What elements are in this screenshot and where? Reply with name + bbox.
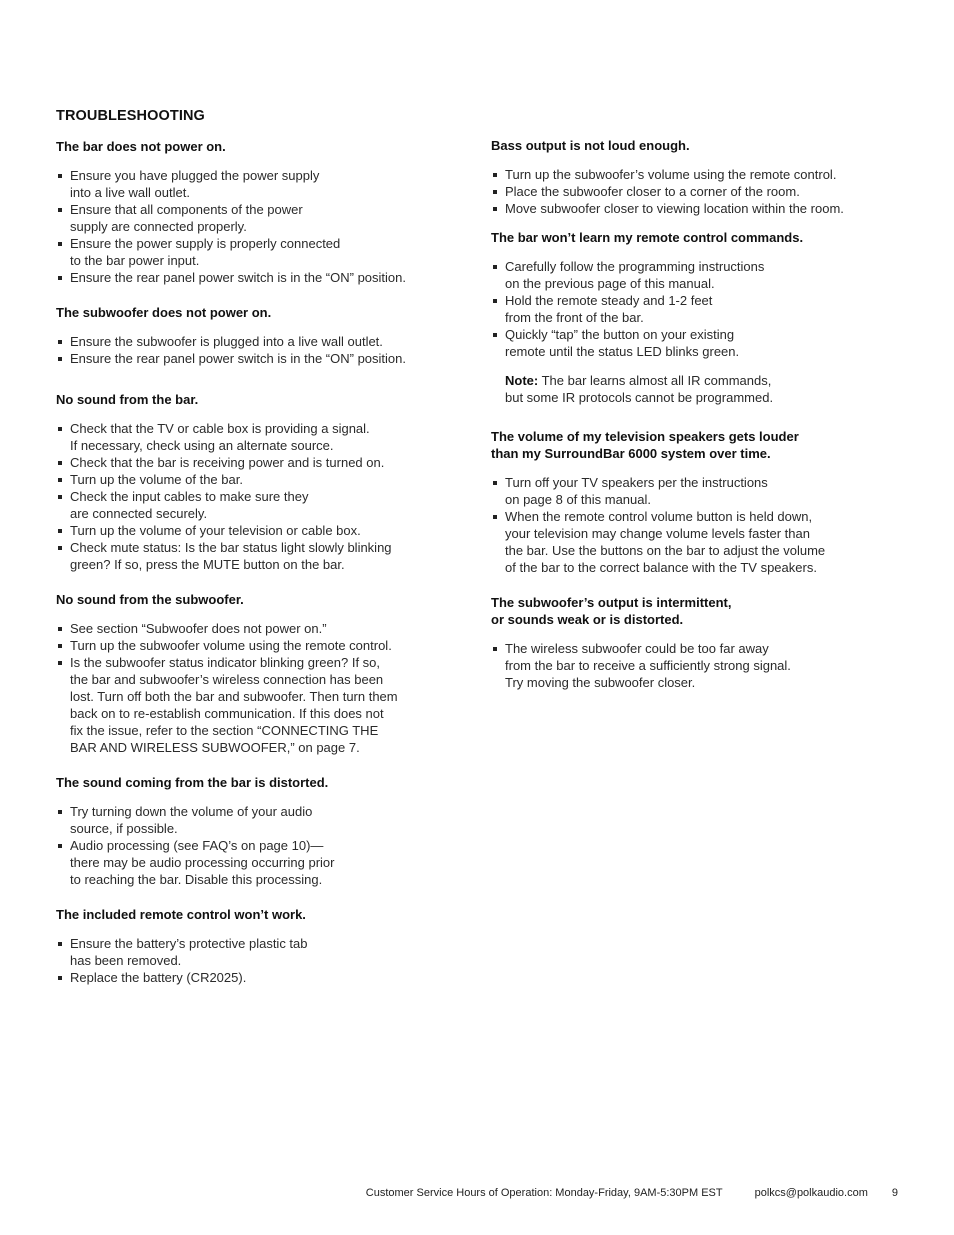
- list-item: Ensure the rear panel power switch is in the “ON” position.: [56, 269, 456, 286]
- section-heading: No sound from the bar.: [56, 392, 199, 407]
- list-item: See section “Subwoofer does not power on.”: [56, 620, 456, 637]
- page-number: 9: [891, 1187, 898, 1199]
- list-item: Ensure the rear panel power switch is in the “ON” position.: [56, 350, 456, 367]
- section-heading: The volume of my television speakers gets louder than my SurroundBar 6000 system over time.: [491, 429, 799, 461]
- section-heading: The subwoofer does not power on.: [56, 305, 272, 320]
- list-item: The wireless subwoofer could be too far away from the bar to receive a sufficiently strong signal. Try moving the subwoofer closer.: [491, 640, 901, 691]
- bullet-list: [56, 935, 456, 986]
- list-item: Check the input cables to make sure they are connected securely.: [56, 488, 456, 522]
- section-tv-volume: [491, 428, 901, 576]
- section-remote: [56, 906, 456, 986]
- list-item: Is the subwoofer status indicator blinking green? If so, the bar and subwoofer’s wireless connection has been lost. Turn off both the bar and subwoofer. Then turn them back on to re-establish communication. If this does not fix the issue, refer to the section “CONNECTING THE BAR AND WIRELESS SUBWOOFER,” on page 7.: [56, 654, 456, 756]
- bullet-list: [56, 333, 456, 367]
- list-item: Turn up the volume of your television or cable box.: [56, 522, 456, 539]
- section-intermittent: [491, 594, 901, 691]
- footer-hours: Customer Service Hours of Operation: Monday-Friday, 9AM-5:30PM EST: [365, 1187, 723, 1199]
- list-item: Turn off your TV speakers per the instructions on page 8 of this manual.: [491, 474, 901, 508]
- right-column: [491, 137, 901, 709]
- page-title: TROUBLESHOOTING: [56, 108, 205, 124]
- list-item: Replace the battery (CR2025).: [56, 969, 456, 986]
- list-item: Check that the TV or cable box is providing a signal. If necessary, check using an alternate source.: [56, 420, 456, 454]
- note-text: The bar learns almost all IR commands, but some IR protocols cannot be programmed.: [505, 373, 774, 405]
- bullet-list: [491, 258, 901, 360]
- bullet-list: [491, 474, 901, 576]
- section-no-sound-bar: [56, 391, 456, 573]
- section-no-sound-sub: [56, 591, 456, 756]
- section-heading: The bar won’t learn my remote control commands.: [491, 230, 804, 245]
- list-item: Check mute status: Is the bar status light slowly blinking green? If so, press the MUTE button on the bar.: [56, 539, 456, 573]
- list-item: Audio processing (see FAQ’s on page 10)— there may be audio processing occurring prior to reaching the bar. Disable this processing.: [56, 837, 456, 888]
- list-item: Place the subwoofer closer to a corner of the room.: [491, 183, 901, 200]
- section-heading: No sound from the subwoofer.: [56, 592, 244, 607]
- list-item: Quickly “tap” the button on your existing remote until the status LED blinks green.: [491, 326, 901, 360]
- section-sub-no-power: [56, 304, 456, 367]
- section-distorted: [56, 774, 456, 888]
- footer-email: polkcs@polkaudio.com: [754, 1187, 868, 1199]
- list-item: Ensure you have plugged the power supply into a live wall outlet.: [56, 167, 456, 201]
- list-item: Check that the bar is receiving power and is turned on.: [56, 454, 456, 471]
- list-item: Ensure the subwoofer is plugged into a live wall outlet.: [56, 333, 456, 350]
- left-column: [56, 138, 456, 1004]
- section-bass: [491, 137, 901, 217]
- section-bar-no-power: [56, 138, 456, 286]
- section-heading: The subwoofer’s output is intermittent, or sounds weak or is distorted.: [491, 595, 732, 627]
- section-heading: Bass output is not loud enough.: [491, 138, 690, 153]
- list-item: Move subwoofer closer to viewing location within the room.: [491, 200, 901, 217]
- bullet-list: [56, 803, 456, 888]
- list-item: Try turning down the volume of your audio source, if possible.: [56, 803, 456, 837]
- section-heading: The included remote control won’t work.: [56, 907, 306, 922]
- list-item: Carefully follow the programming instructions on the previous page of this manual.: [491, 258, 901, 292]
- list-item: Turn up the subwoofer’s volume using the remote control.: [491, 166, 901, 183]
- note-label: Note:: [505, 373, 539, 388]
- list-item: When the remote control volume button is held down, your television may change volume levels faster than the bar. Use the buttons on the bar to adjust the volume of the bar to the correct balance with the TV speakers.: [491, 508, 901, 576]
- list-item: Ensure that all components of the power supply are connected properly.: [56, 201, 456, 235]
- list-item: Ensure the battery’s protective plastic tab has been removed.: [56, 935, 456, 969]
- list-item: Turn up the subwoofer volume using the remote control.: [56, 637, 456, 654]
- section-learn: [491, 229, 901, 406]
- list-item: Turn up the volume of the bar.: [56, 471, 456, 488]
- bullet-list: [56, 167, 456, 286]
- page-footer: [366, 1187, 898, 1199]
- bullet-list: [491, 166, 901, 217]
- list-item: Hold the remote steady and 1-2 feet from the front of the bar.: [491, 292, 901, 326]
- list-item: Ensure the power supply is properly connected to the bar power input.: [56, 235, 456, 269]
- bullet-list: [491, 640, 901, 691]
- note: [491, 372, 901, 406]
- bullet-list: [56, 420, 456, 573]
- section-heading: The sound coming from the bar is distorted.: [56, 775, 329, 790]
- bullet-list: [56, 620, 456, 756]
- section-heading: The bar does not power on.: [56, 139, 226, 154]
